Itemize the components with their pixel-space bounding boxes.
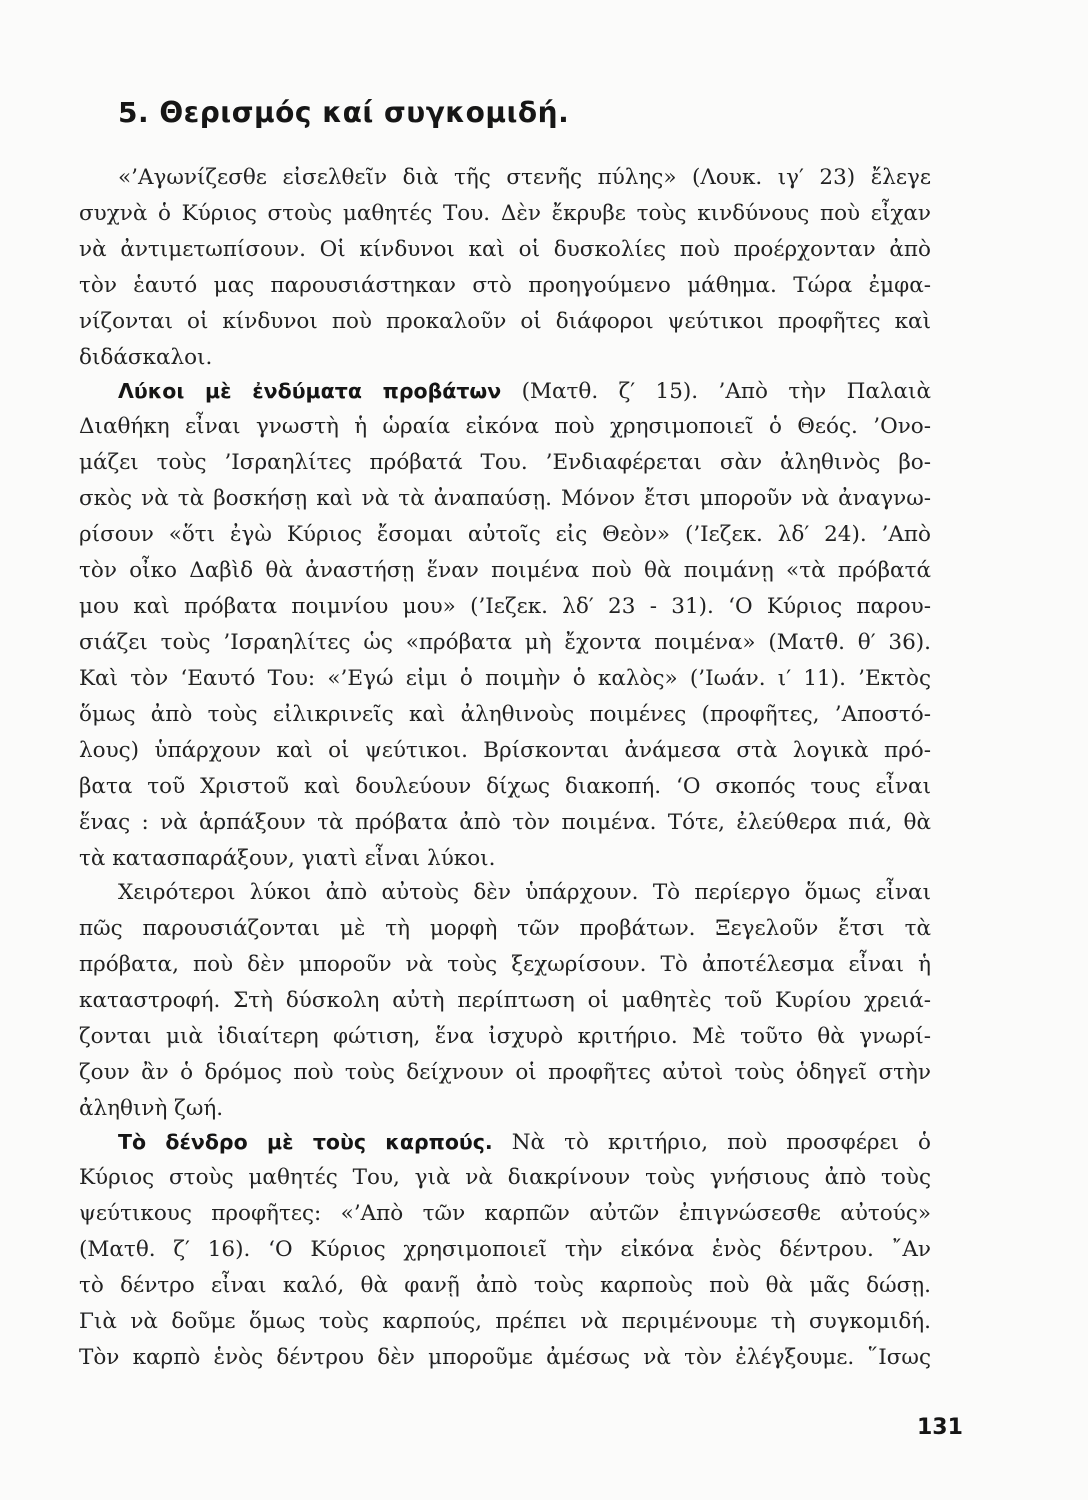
text-line: Διαθήκη εἶναι γνωστὴ ἡ ὡραία εἰκόνα ποὺ χρησιμοποιεῖ ὁ Θεός. ’Ονο-	[79, 414, 931, 439]
text-line: τὸ δέντρο εἶναι καλό, θὰ φανῇ ἀπὸ τοὺς καρποὺς ποὺ θὰ μᾶς δώσῃ.	[79, 1273, 931, 1298]
text-line: Χειρότεροι λύκοι ἀπὸ αὐτοὺς δὲν ὑπάρχουν. Τὸ περίεργο ὅμως εἶναι	[118, 880, 931, 905]
text-line: τὸν οἶκο Δαβὶδ θὰ ἀναστήσῃ ἕναν ποιμένα ποὺ θὰ ποιμάνῃ «τὰ πρόβατά	[79, 558, 931, 583]
text-line: ζονται μιὰ ἰδιαίτερη φώτιση, ἕνα ἰσχυρὸ κριτήριο. Μὲ τοῦτο θὰ γνωρί-	[79, 1024, 931, 1049]
subheading-line: Λύκοι μὲ ἐνδύματα προβάτων (Ματθ. ζ′ 15). ’Απὸ τὴν Παλαιὰ	[118, 379, 931, 404]
text-line: καταστροφή. Στὴ δύσκολη αὐτὴ περίπτωση οἱ μαθητὲς τοῦ Κυρίου χρειά-	[79, 988, 931, 1013]
text-line: μου καὶ πρόβατα ποιμνίου μου» (’Ιεζεκ. λδ′ 23 - 31). ‘Ο Κύριος παρου-	[79, 594, 931, 619]
text-line: πρόβατα, ποὺ δὲν μποροῦν νὰ τοὺς ξεχωρίσουν. Τὸ ἀποτέλεσμα εἶναι ἡ	[79, 952, 931, 977]
text-line: ἀληθινὴ ζωή.	[79, 1096, 224, 1121]
text-line: ὅμως ἀπὸ τοὺς εἰλικρινεῖς καὶ ἀληθινοὺς ποιμένες (προφῆτες, ’Αποστό-	[79, 702, 931, 727]
text-line: σκὸς νὰ τὰ βοσκήσῃ καὶ νὰ τὰ ἀναπαύσῃ. Μόνον ἔτσι μποροῦν νὰ ἀναγνω-	[79, 486, 931, 511]
text-line: (Ματθ. ζ′ 16). ‘Ο Κύριος χρησιμοποιεῖ τὴν εἰκόνα ἑνὸς δέντρου. ῎Αν	[79, 1237, 931, 1262]
text-line: διδάσκαλοι.	[79, 345, 213, 370]
text-line: λους) ὑπάρχουν καὶ οἱ ψεύτικοι. Βρίσκονται ἀνάμεσα στὰ λογικὰ πρό-	[79, 738, 931, 763]
text-line: Καὶ τὸν ‘Εαυτό Του: «’Εγώ εἰμι ὁ ποιμὴν ὁ καλὸς» (’Ιωάν. ι′ 11). ’Εκτὸς	[79, 666, 931, 691]
text-line: βατα τοῦ Χριστοῦ καὶ δουλεύουν δίχως διακοπή. ‘Ο σκοπός τους εἶναι	[79, 774, 931, 799]
text-line: μάζει τοὺς ’Ισραηλίτες πρόβατά Του. ’Ενδιαφέρεται σὰν ἀληθινὸς βο-	[79, 450, 931, 475]
text-line: σιάζει τοὺς ’Ισραηλίτες ὡς «πρόβατα μὴ ἔχοντα ποιμένα» (Ματθ. θ′ 36).	[79, 630, 931, 655]
text-line: «’Αγωνίζεσθε εἰσελθεῖν διὰ τῆς στενῆς πύλης» (Λουκ. ιγ′ 23) ἔλεγε	[118, 165, 931, 190]
subheading-line: Τὸ δένδρο μὲ τοὺς καρπούς. Νὰ τὸ κριτήριο, ποὺ προσφέρει ὁ	[118, 1130, 932, 1155]
text-line: ἕνας : νὰ ἁρπάξουν τὰ πρόβατα ἀπὸ τὸν ποιμένα. Τότε, ἐλεύθερα πιά, θὰ	[79, 810, 931, 835]
text-line: νίζονται οἱ κίνδυνοι ποὺ προκαλοῦν οἱ διάφοροι ψεύτικοι προφῆτες καὶ	[79, 309, 931, 334]
text-line: νὰ ἀντιμετωπίσουν. Οἱ κίνδυνοι καὶ οἱ δυσκολίες ποὺ προέρχονταν ἀπὸ	[79, 237, 931, 262]
text-line: Τὸν καρπὸ ἑνὸς δέντρου δὲν μποροῦμε ἀμέσως νὰ τὸν ἐλέγξουμε. ῞Ισως	[79, 1345, 931, 1370]
text-line: πῶς παρουσιάζονται μὲ τὴ μορφὴ τῶν προβάτων. Ξεγελοῦν ἔτσι τὰ	[79, 916, 931, 941]
text-line: ρίσουν «ὅτι ἐγὼ Κύριος ἔσομαι αὐτοῖς εἰς Θεὸν» (’Ιεζεκ. λδ′ 24). ’Απὸ	[79, 522, 931, 547]
text-line: Κύριος στοὺς μαθητές Του, γιὰ νὰ διακρίνουν τοὺς γνήσιους ἀπὸ τοὺς	[79, 1165, 931, 1190]
text-line: τὸν ἑαυτό μας παρουσιάστηκαν στὸ προηγούμενο μάθημα. Τώρα ἐμφα-	[79, 273, 931, 298]
text-line: Γιὰ νὰ δοῦμε ὅμως τοὺς καρπούς, πρέπει νὰ περιμένουμε τὴ συγκομιδή.	[79, 1309, 931, 1334]
text-line: ψεύτικους προφῆτες: «’Απὸ τῶν καρπῶν αὐτῶν ἐπιγνώσεσθε αὐτούς»	[79, 1201, 931, 1226]
page-number: 131	[917, 1415, 963, 1440]
section-heading: 5. Θερισμός καί συγκομιδή.	[118, 96, 570, 129]
text-line: τὰ κατασπαράξουν, γιατὶ εἶναι λύκοι.	[79, 846, 496, 871]
text-line: ζουν ἂν ὁ δρόμος ποὺ τοὺς δείχνουν οἱ προφῆτες αὐτοὶ τοὺς ὁδηγεῖ στὴν	[79, 1060, 931, 1085]
text-line: συχνὰ ὁ Κύριος στοὺς μαθητές Του. Δὲν ἔκρυβε τοὺς κινδύνους ποὺ εἶχαν	[79, 201, 931, 226]
